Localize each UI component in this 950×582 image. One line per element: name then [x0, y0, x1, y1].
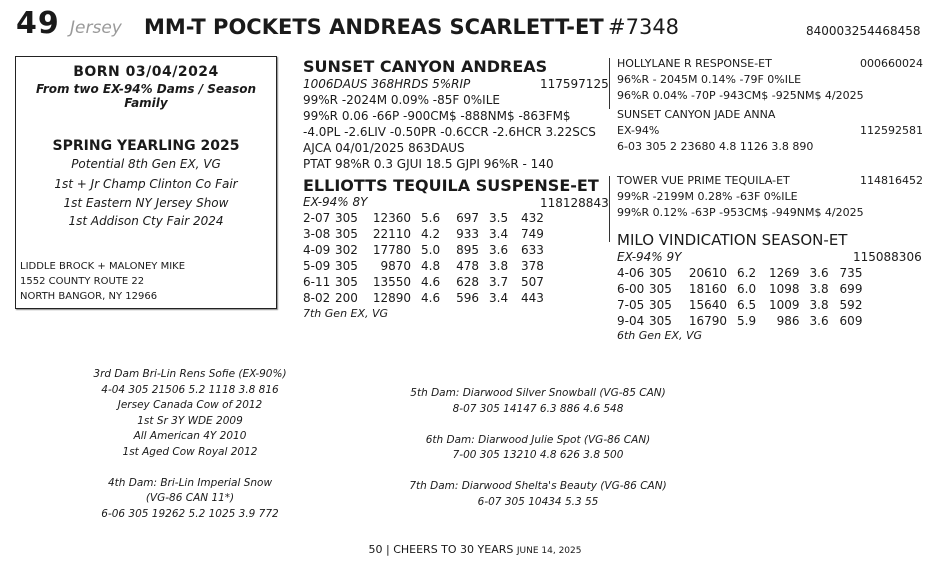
record-cell: 6-11 [303, 275, 331, 289]
footer-separator: | [386, 543, 394, 556]
record-cell: 628 [456, 275, 479, 289]
dam-sire-name: TOWER VUE PRIME TEQUILA-ET [617, 174, 790, 187]
record-cell: 378 [521, 259, 544, 273]
sire-id: 117597125 [540, 77, 609, 91]
pedigree-line: 8-07 305 14147 6.3 886 4.6 548 [452, 402, 624, 415]
pedigree-bracket [609, 176, 610, 242]
record-cell: 4.6 [421, 275, 441, 289]
record-cell: 12360 [372, 211, 411, 225]
record-cell: 4-09 [303, 243, 331, 257]
dam-score: EX-94% 8Y [303, 195, 368, 209]
lactation-record-row [303, 290, 551, 306]
pedigree-line: 6-07 305 10434 5.3 55 [477, 495, 599, 508]
pedigree-line [390, 464, 686, 480]
record-cell: 4.2 [421, 227, 441, 241]
record-cell: 5-09 [303, 259, 331, 273]
record-cell: 507 [521, 275, 544, 289]
sire-line: 99%R -2024M 0.09% -85F 0%ILE [303, 93, 500, 107]
record-cell: 3.8 [489, 259, 509, 273]
pedigree-line: All American 4Y 2010 [133, 430, 247, 442]
record-cell: 895 [456, 243, 479, 257]
pedigree-bracket [609, 58, 610, 109]
record-cell: 305 [649, 298, 672, 312]
dam-dam-score: EX-94% 9Y [617, 250, 682, 264]
dam-sire-id: 114816452 [860, 174, 923, 187]
record-cell: 305 [649, 266, 672, 280]
dam-id: 118128843 [540, 196, 609, 210]
show-class: SPRING YEARLING 2025 [52, 138, 240, 154]
sire-dam-record: 6-03 305 2 23680 4.8 1126 3.8 890 [617, 140, 814, 153]
record-cell: 3.8 [809, 282, 829, 296]
achievement: 1st + Jr Champ Clinton Co Fair [54, 177, 238, 191]
record-cell: 15640 [688, 298, 727, 312]
extended-pedigree-right [390, 386, 686, 510]
lactation-record-row [617, 313, 870, 329]
record-cell: 1009 [769, 298, 800, 312]
lactation-record-row [617, 297, 870, 313]
record-cell: 305 [335, 227, 358, 241]
record-cell: 6.5 [737, 298, 757, 312]
page-footer [0, 543, 950, 556]
sire-dam-score: EX-94% [617, 124, 660, 137]
lactation-record-row [617, 265, 870, 281]
record-cell: 735 [839, 266, 863, 280]
dam-dam-name: MILO VINDICATION SEASON-ET [617, 231, 848, 249]
pedigree-line: (VG-86 CAN 11*) [145, 492, 235, 504]
pedigree-line: 5th Dam: Diarwood Silver Snowball (VG-85 CAN) [410, 387, 666, 399]
record-cell: 3.6 [809, 314, 829, 328]
sire-sire-line: 96%R - 2045M 0.14% -79F 0%ILE [617, 73, 802, 86]
dam-dam-records-table [617, 265, 870, 329]
record-cell: 3.5 [489, 211, 509, 225]
record-cell: 1098 [769, 282, 800, 296]
record-cell: 9-04 [617, 314, 645, 328]
animal-name: MM-T POCKETS ANDREAS SCARLETT-ET [144, 15, 604, 39]
record-cell: 3.8 [809, 298, 829, 312]
record-cell: 3.4 [489, 291, 509, 305]
pedigree-line: 3rd Dam Bri-Lin Rens Sofie (EX-90%) [93, 368, 287, 380]
record-cell: 4-06 [617, 266, 645, 280]
record-cell: 4.8 [421, 259, 441, 273]
sire-line: AJCA 04/01/2025 863DAUS [303, 141, 465, 155]
birth-date: BORN 03/04/2024 [73, 64, 219, 80]
record-cell: 443 [521, 291, 544, 305]
record-cell: 305 [335, 211, 358, 225]
pedigree-line: 1st Aged Cow Royal 2012 [122, 445, 258, 458]
record-cell: 3.6 [489, 243, 509, 257]
record-cell: 22110 [372, 227, 411, 241]
pedigree-line: 4-04 305 21506 5.2 1118 3.8 816 [101, 383, 279, 396]
lactation-record-row [303, 210, 551, 226]
record-cell: 16790 [688, 314, 727, 328]
record-cell: 699 [839, 282, 863, 296]
lactation-record-row [303, 258, 551, 274]
record-cell: 609 [839, 314, 863, 328]
pedigree-line [390, 417, 686, 433]
pedigree-line: 7-00 305 13210 4.8 626 3.8 500 [452, 449, 624, 461]
publication-title: CHEERS TO 30 YEARS [393, 543, 514, 556]
record-cell: 9870 [380, 259, 411, 273]
record-cell: 5.0 [421, 243, 441, 257]
record-cell: 5.6 [421, 211, 441, 225]
record-cell: 933 [456, 227, 479, 241]
record-cell: 200 [335, 291, 358, 305]
sire-dam-id: 112592581 [860, 124, 923, 137]
dam-sire-line: 99%R -2199M 0.28% -63F 0%ILE [617, 190, 798, 203]
record-cell: 12890 [372, 291, 411, 305]
achievement: 1st Addison Cty Fair 2024 [68, 214, 224, 228]
record-cell: 432 [521, 211, 544, 225]
sire-dam-name: SUNSET CANYON JADE ANNA [617, 108, 776, 121]
sire-genomics: 1006DAUS 368HRDS 5%RIP [303, 77, 471, 91]
record-cell: 305 [335, 275, 358, 289]
record-cell: 7-05 [617, 298, 645, 312]
record-cell: 4.6 [421, 291, 441, 305]
dam-name: ELLIOTTS TEQUILA SUSPENSE-ET [303, 176, 599, 195]
lactation-record-row [617, 281, 870, 297]
pedigree-line: 6-06 305 19262 5.2 1025 3.9 772 [101, 507, 279, 520]
sire-sire-name: HOLLYLANE R RESPONSE-ET [617, 57, 772, 70]
dam-dam-note: 6th Gen EX, VG [617, 329, 703, 342]
birth-subtitle: From two EX-94% Dams / Season Family [35, 82, 257, 110]
record-cell: 3.7 [489, 275, 509, 289]
lactation-record-row [303, 274, 551, 290]
achievement: Potential 8th Gen EX, VG [71, 157, 221, 171]
record-cell: 20610 [688, 266, 727, 280]
record-cell: 305 [335, 259, 358, 273]
record-cell: 13550 [372, 275, 411, 289]
record-cell: 596 [456, 291, 479, 305]
record-cell: 3.4 [489, 227, 509, 241]
dam-records-table [303, 210, 551, 306]
ear-tag-number: 840003254468458 [806, 24, 921, 38]
lactation-record-row [303, 226, 551, 242]
record-cell: 5.9 [737, 314, 757, 328]
record-cell: 8-02 [303, 291, 331, 305]
record-cell: 986 [776, 314, 800, 328]
record-cell: 3.6 [809, 266, 829, 280]
sire-line: -4.0PL -2.6LIV -0.50PR -0.6CCR -2.6HCR 3.22SCS [303, 125, 596, 139]
achievement: 1st Eastern NY Jersey Show [63, 196, 229, 210]
extended-pedigree-left [60, 367, 320, 522]
registration-number: #7348 [608, 15, 680, 39]
sire-line: 99%R 0.06 -66P -900CM$ -888NM$ -863FM$ [303, 109, 571, 123]
dam-dam-id: 115088306 [853, 250, 922, 264]
publication-date: JUNE 14, 2025 [516, 546, 582, 556]
sire-name: SUNSET CANYON ANDREAS [303, 57, 548, 76]
record-cell: 697 [456, 211, 479, 225]
record-cell: 1269 [769, 266, 800, 280]
record-cell: 3-08 [303, 227, 331, 241]
record-cell: 305 [649, 314, 672, 328]
pedigree-line: Jersey Canada Cow of 2012 [117, 399, 263, 411]
sire-line: PTAT 98%R 0.3 GJUI 18.5 GJPI 96%R - 140 [303, 157, 554, 171]
record-cell: 302 [335, 243, 358, 257]
record-cell: 2-07 [303, 211, 331, 225]
sire-sire-id: 000660024 [860, 57, 923, 70]
record-cell: 6.0 [737, 282, 757, 296]
record-cell: 592 [839, 298, 863, 312]
record-cell: 478 [456, 259, 479, 273]
breed-label: Jersey [70, 18, 122, 38]
consignor-city: NORTH BANGOR, NY 12966 [20, 291, 158, 302]
lactation-record-row [303, 242, 551, 258]
record-cell: 749 [521, 227, 544, 241]
record-cell: 633 [521, 243, 544, 257]
dam-note: 7th Gen EX, VG [303, 307, 389, 320]
pedigree-line: 4th Dam: Bri-Lin Imperial Snow [107, 476, 273, 489]
record-cell: 18160 [688, 282, 727, 296]
pedigree-line: 6th Dam: Diarwood Julie Spot (VG-86 CAN) [425, 433, 651, 446]
record-cell: 305 [649, 282, 672, 296]
consignor-address: 1552 COUNTY ROUTE 22 [20, 276, 145, 287]
pedigree-line: 1st Sr 3Y WDE 2009 [137, 414, 243, 427]
record-cell: 6-00 [617, 282, 645, 296]
pedigree-line [60, 460, 320, 476]
consignor-name: LIDDLE BROCK + MALONEY MIKE [20, 261, 186, 272]
record-cell: 6.2 [737, 266, 757, 280]
lot-number: 49 [16, 6, 60, 41]
dam-sire-line: 99%R 0.12% -63P -953CM$ -949NM$ 4/2025 [617, 206, 864, 219]
sire-sire-line: 96%R 0.04% -70P -943CM$ -925NM$ 4/2025 [617, 89, 864, 102]
page-number: 50 [368, 543, 383, 556]
record-cell: 17780 [372, 243, 411, 257]
pedigree-line: 7th Dam: Diarwood Shelta's Beauty (VG-86 CAN) [409, 480, 667, 492]
